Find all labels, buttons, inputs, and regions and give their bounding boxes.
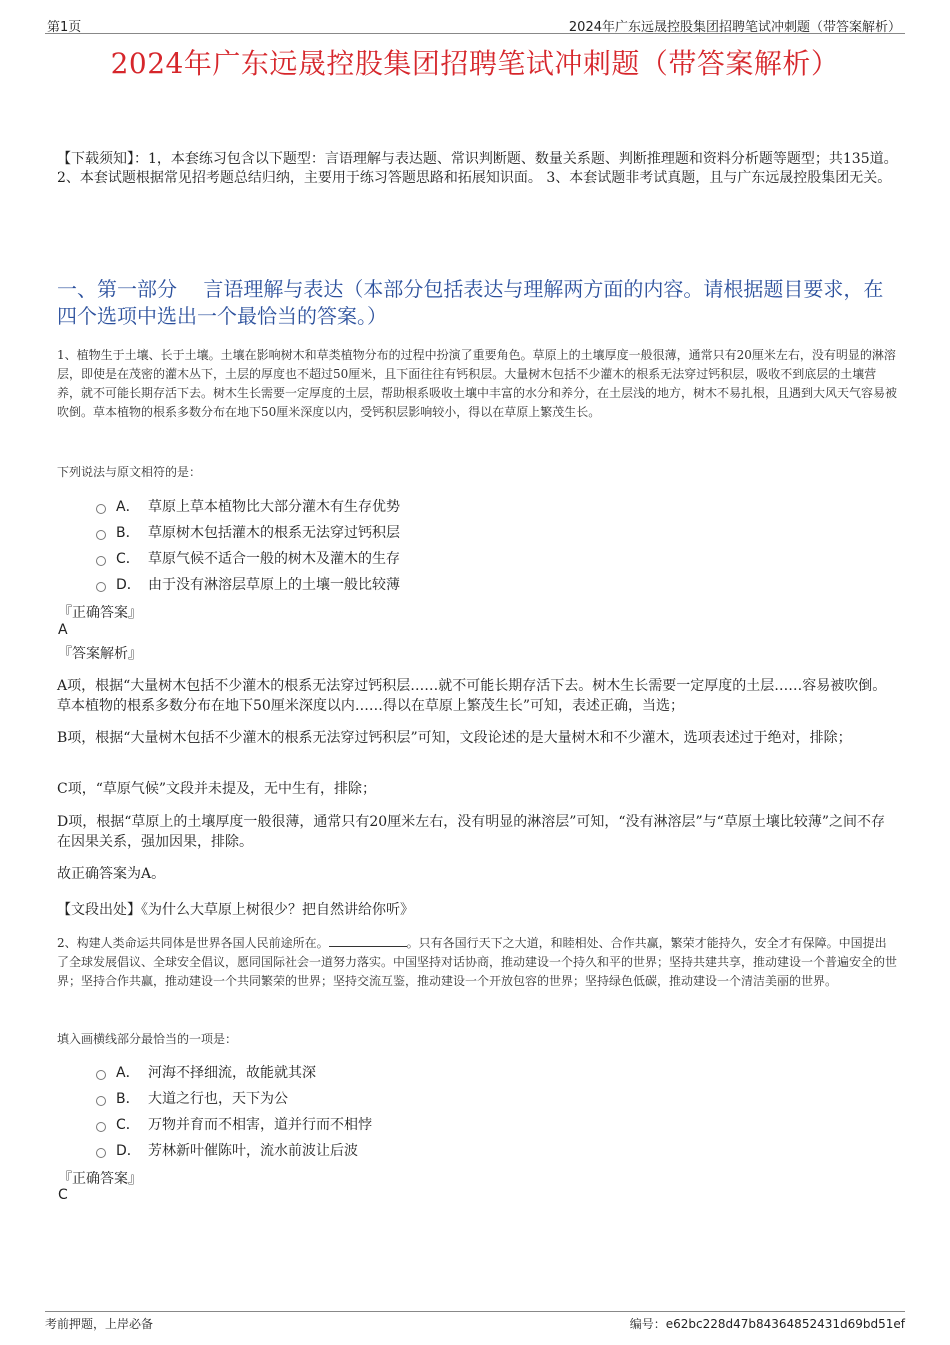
q1-analysis-d: D项，根据“草原上的土壤厚度一般很薄，通常只有20厘米左右，没有明显的淋溶层”可知，“没有淋溶层”与“草原土壤比较薄”之间不存在因果关系，强加因果，排除。: [57, 814, 885, 850]
q1-source: 【文段出处】《为什么大草原上树很少？把自然讲给你听》: [57, 902, 414, 918]
option-letter: B．: [116, 525, 140, 541]
option-text: 芳林新叶催陈叶，流水前波让后波: [148, 1143, 358, 1159]
q2-option-d[interactable]: [96, 1137, 796, 1163]
radio-icon[interactable]: [96, 582, 106, 592]
footer-code-value: e62bc228d47b84364852431d69bd51ef: [665, 1317, 905, 1331]
option-text: 河海不择细流，故能就其深: [148, 1065, 316, 1081]
q1-options: [96, 493, 796, 597]
q1-option-c[interactable]: [96, 545, 796, 571]
radio-icon[interactable]: [96, 1096, 106, 1106]
option-letter: C．: [116, 551, 140, 567]
option-letter: A．: [116, 499, 140, 515]
q2-passage-rest: 。只有各国行天下之大道，和睦相处、合作共赢，繁荣才能持久，安全才有保障。中国提出了全球发展倡议、全球安全倡议，愿同国际社会一道努力落实。中国坚持对话协商，推动建设一个持久和平的世界；坚持共建共享，推动建设一个普遍安全的世界；坚持合作共赢，推动建设一个共同繁荣的世界；坚持交流互鉴，推动建设一个开放包容的世界；坚持绿色低碳，推动建设一个清洁美丽的世界。: [57, 936, 898, 988]
q2-passage-start: 2、构建人类命运共同体是世界各国人民前途所在。: [57, 936, 329, 950]
page-footer: [45, 1311, 905, 1331]
q1-passage: 1、植物生于土壤、长于土壤。土壤在影响树木和草类植物分布的过程中扮演了重要角色。草原上的土壤厚度一般很薄，通常只有20厘米左右，没有明显的淋溶层，即使是在茂密的灌木丛下，土层的厚度也不超过50厘米，且下面往往有钙积层。大量树木包括不少灌木的根系无法穿过钙积层，吸收不到底层的土壤营养，就不可能长期存活下去。树木生长需要一定厚度的土层，帮助根系吸收土壤中丰富的水分和养分，在土层浅的地方，树木不易扎根，且遇到大风天气容易被吹倒。草本植物的根系多数分布在地下50厘米深度以内，受钙积层影响较小，得以在草原上繁茂生长。: [57, 348, 898, 419]
option-letter: A．: [116, 1065, 140, 1081]
q1-answer: A: [58, 622, 68, 638]
section-heading: 一、第一部分 言语理解与表达（本部分包括表达与理解两方面的内容。请根据题目要求，在四个选项中选出一个最恰当的答案。）: [57, 277, 884, 328]
q1-analysis-label: 『答案解析』: [58, 646, 142, 662]
q2-prompt: 填入画横线部分最恰当的一项是：: [57, 1032, 238, 1046]
header-doc-title: 2024年广东远晟控股集团招聘笔试冲刺题（带答案解析）: [568, 20, 901, 35]
option-text: 草原气候不适合一般的树木及灌木的生存: [148, 551, 400, 567]
document-title: 2024年广东远晟控股集团招聘笔试冲刺题（带答案解析）: [110, 47, 840, 80]
footer-code: [630, 1315, 905, 1332]
option-letter: C．: [116, 1117, 140, 1133]
q2-options: [96, 1059, 796, 1163]
option-letter: B．: [116, 1091, 140, 1107]
q1-option-b[interactable]: [96, 519, 796, 545]
fill-blank: [329, 935, 407, 947]
footer-slogan: 考前押题，上岸必备: [45, 1317, 154, 1331]
option-letter: D．: [116, 577, 141, 593]
q1-prompt: 下列说法与原文相符的是：: [57, 465, 202, 479]
radio-icon[interactable]: [96, 1122, 106, 1132]
option-text: 由于没有淋溶层草原上的土壤一般比较薄: [148, 577, 400, 593]
q1-analysis-c: C项，“草原气候”文段并未提及，无中生有，排除；: [57, 781, 377, 797]
radio-icon[interactable]: [96, 1148, 106, 1158]
q1-analysis-a: A项，根据“大量树木包括不少灌木的根系无法穿过钙积层……就不可能长期存活下去。树木生长需要一定厚度的土层……容易被吹倒。草本植物的根系多数分布在地下50厘米深度以内……得以在草原上繁茂生长”可知，表述正确，当选；: [57, 678, 887, 714]
q2-option-a[interactable]: [96, 1059, 796, 1085]
option-text: 大道之行也，天下为公: [148, 1091, 288, 1107]
q1-option-d[interactable]: [96, 571, 796, 597]
q2-answer: C: [58, 1187, 68, 1203]
q2-option-b[interactable]: [96, 1085, 796, 1111]
q1-option-a[interactable]: [96, 493, 796, 519]
q2-answer-label: 『正确答案』: [58, 1171, 142, 1187]
page-header: [45, 14, 905, 34]
download-notice: 【下载须知】：1，本套练习包含以下题型：言语理解与表达题、常识判断题、数量关系题、判断推理题和资料分析题等题型；共135道。 2、本套试题根据常见招考题总结归纳，主要用于练习答题思路和拓展知识面。 3、本套试题非考试真题，且与广东远晟控股集团无关。: [57, 151, 898, 186]
option-letter: D．: [116, 1143, 141, 1159]
q1-conclusion: 故正确答案为A。: [57, 866, 166, 882]
footer-code-label: 编号：: [629, 1317, 666, 1331]
q2-passage: [57, 934, 897, 991]
q1-analysis-b: B项，根据“大量树木包括不少灌木的根系无法穿过钙积层”可知，文段论述的是大量树木和不少灌木，选项表述过于绝对，排除；: [57, 730, 852, 746]
q1-answer-label: 『正确答案』: [58, 605, 142, 621]
radio-icon[interactable]: [96, 556, 106, 566]
radio-icon[interactable]: [96, 1070, 106, 1080]
radio-icon[interactable]: [96, 530, 106, 540]
page-number: 第1页: [47, 20, 82, 35]
option-text: 草原上草本植物比大部分灌木有生存优势: [148, 499, 400, 515]
q2-option-c[interactable]: [96, 1111, 796, 1137]
option-text: 草原树木包括灌木的根系无法穿过钙积层: [148, 525, 400, 541]
option-text: 万物并育而不相害，道并行而不相悖: [148, 1117, 372, 1133]
radio-icon[interactable]: [96, 504, 106, 514]
